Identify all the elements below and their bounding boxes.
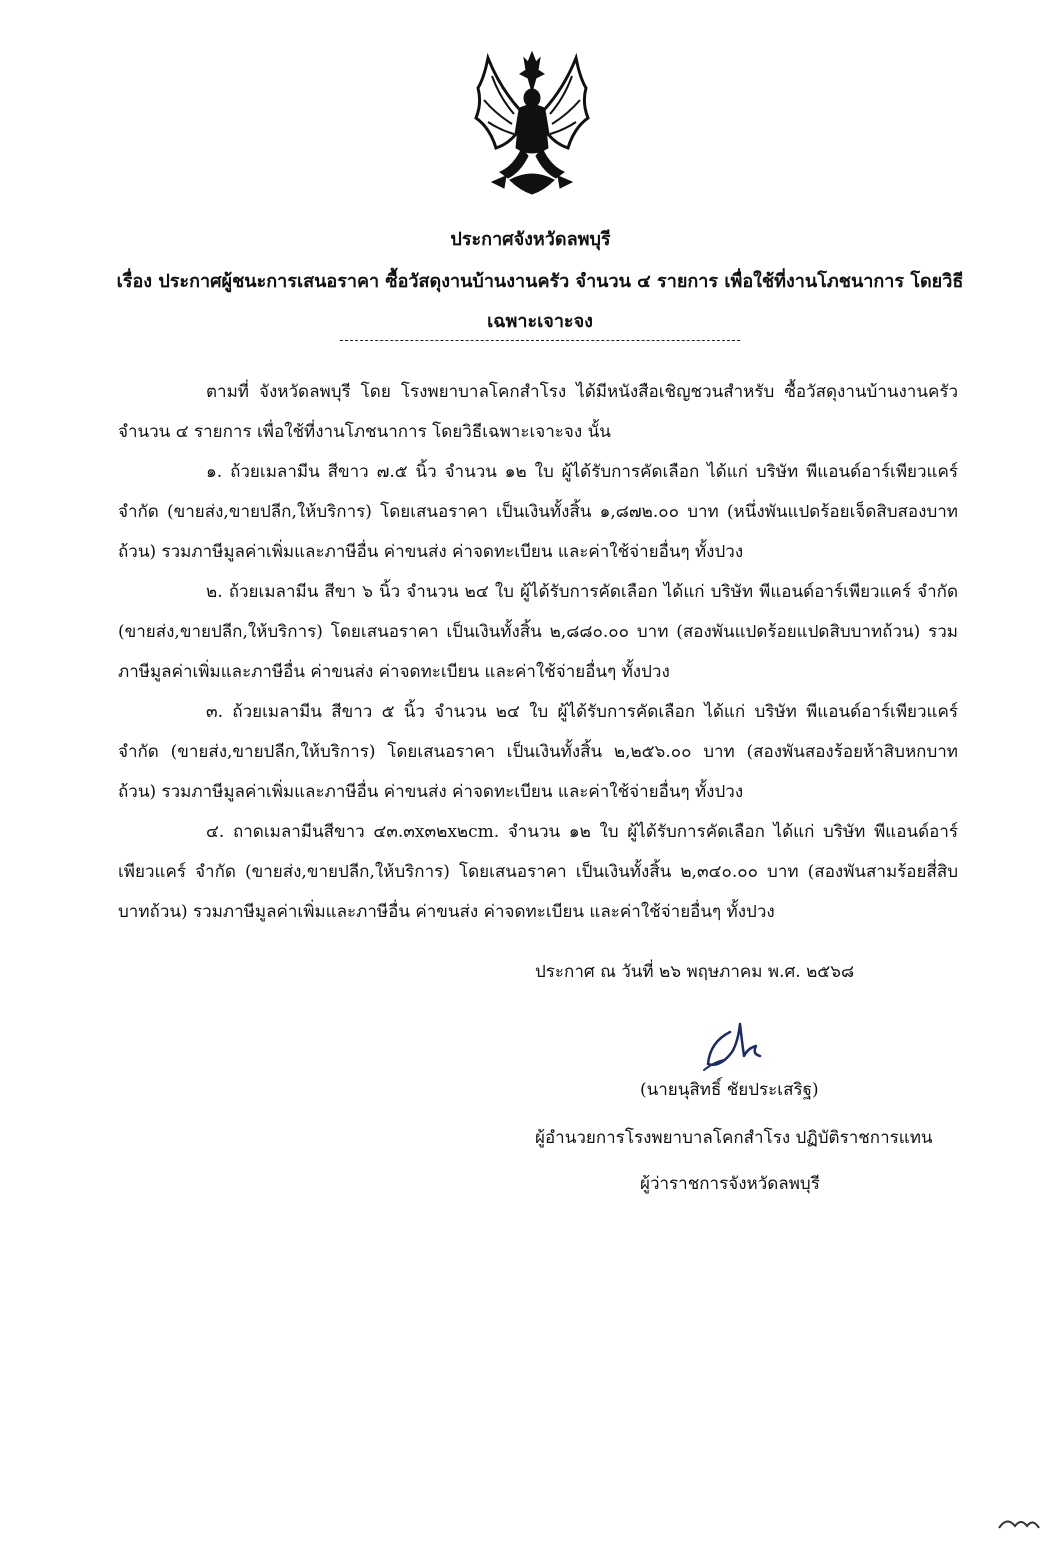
corner-scribble-icon bbox=[989, 1506, 1049, 1536]
signer-position-2: ผู้ว่าราชการจังหวัดลพบุรี bbox=[640, 1174, 820, 1194]
document-title: ประกาศจังหวัดลพบุรี bbox=[450, 229, 611, 250]
document-subject: เรื่อง ประกาศผู้ชนะการเสนอราคา ซื้อวัสดุงานบ้านงานครัว จำนวน ๔ รายการ เพื่อใช้ที่งานโภชนาการ โดยวิธีเฉพาะเจาะจง bbox=[116, 271, 964, 332]
signer-position-1: ผู้อำนวยการโรงพยาบาลโคกสำโรง ปฏิบัติราชการแทน bbox=[535, 1128, 933, 1148]
item-paragraph-2: ๒. ถ้วยเมลามีน สีขา ๖ นิ้ว จำนวน ๒๔ ใบ ผู้ได้รับการคัดเลือก ได้แก่ บริษัท พีแอนด์อาร์เพียวแคร์ จำกัด (ขายส่ง,ขายปลีก,ให้บริการ) โดยเสนอราคา เป็นเงินทั้งสิ้น ๒,๘๘๐.๐๐ บาท (สองพันแปดร้อยแปดสิบบาทถ้วน) รวมภาษีมูลค่าเพิ่มและภาษีอื่น ค่าขนส่ง ค่าจดทะเบียน และค่าใช้จ่ายอื่นๆ ทั้งปวง bbox=[118, 582, 958, 682]
item-paragraph-3: ๓. ถ้วยเมลามีน สีขาว ๕ นิ้ว จำนวน ๒๔ ใบ ผู้ได้รับการคัดเลือก ได้แก่ บริษัท พีแอนด์อาร์เพียวแคร์ จำกัด (ขายส่ง,ขายปลีก,ให้บริการ) โดยเสนอราคา เป็นเงินทั้งสิ้น ๒,๒๕๖.๐๐ บาท (สองพันสองร้อยห้าสิบหกบาทถ้วน) รวมภาษีมูลค่าเพิ่มและภาษีอื่น ค่าขนส่ง ค่าจดทะเบียน และค่าใช้จ่ายอื่นๆ ทั้งปวง bbox=[118, 702, 958, 802]
header-divider bbox=[340, 340, 740, 341]
garuda-emblem-icon bbox=[470, 48, 595, 198]
intro-paragraph: ตามที่ จังหวัดลพบุรี โดย โรงพยาบาลโคกสำโรง ได้มีหนังสือเชิญชวนสำหรับ ซื้อวัสดุงานบ้านงานครัว จำนวน ๔ รายการ เพื่อใช้ที่งานโภชนาการ โดยวิธีเฉพาะเจาะจง นั้น bbox=[118, 382, 958, 442]
signer-name: (นายนุสิทธิ์ ชัยประเสริฐ) bbox=[640, 1080, 819, 1100]
item-paragraph-1: ๑. ถ้วยเมลามีน สีขาว ๗.๕ นิ้ว จำนวน ๑๒ ใบ ผู้ได้รับการคัดเลือก ได้แก่ บริษัท พีแอนด์อาร์เพียวแคร์ จำกัด (ขายส่ง,ขายปลีก,ให้บริการ) โดยเสนอราคา เป็นเงินทั้งสิ้น ๑,๘๗๒.๐๐ บาท (หนึ่งพันแปดร้อยเจ็ดสิบสองบาทถ้วน) รวมภาษีมูลค่าเพิ่มและภาษีอื่น ค่าขนส่ง ค่าจดทะเบียน และค่าใช้จ่ายอื่นๆ ทั้งปวง bbox=[118, 462, 958, 562]
announcement-date: ประกาศ ณ วันที่ ๒๖ พฤษภาคม พ.ศ. ๒๕๖๘ bbox=[535, 962, 855, 982]
item-paragraph-4: ๔. ถาดเมลามีนสีขาว ๔๓.๓x๓๒x๒cm. จำนวน ๑๒ ใบ ผู้ได้รับการคัดเลือก ได้แก่ บริษัท พีแอนด์อาร์เพียวแคร์ จำกัด (ขายส่ง,ขายปลีก,ให้บริการ) โดยเสนอราคา เป็นเงินทั้งสิ้น ๒,๓๔๐.๐๐ บาท (สองพันสามร้อยสี่สิบบาทถ้วน) รวมภาษีมูลค่าเพิ่มและภาษีอื่น ค่าขนส่ง ค่าจดทะเบียน และค่าใช้จ่ายอื่นๆ ทั้งปวง bbox=[118, 822, 958, 922]
document-body bbox=[118, 372, 958, 932]
handwritten-signature-icon bbox=[700, 1012, 770, 1074]
